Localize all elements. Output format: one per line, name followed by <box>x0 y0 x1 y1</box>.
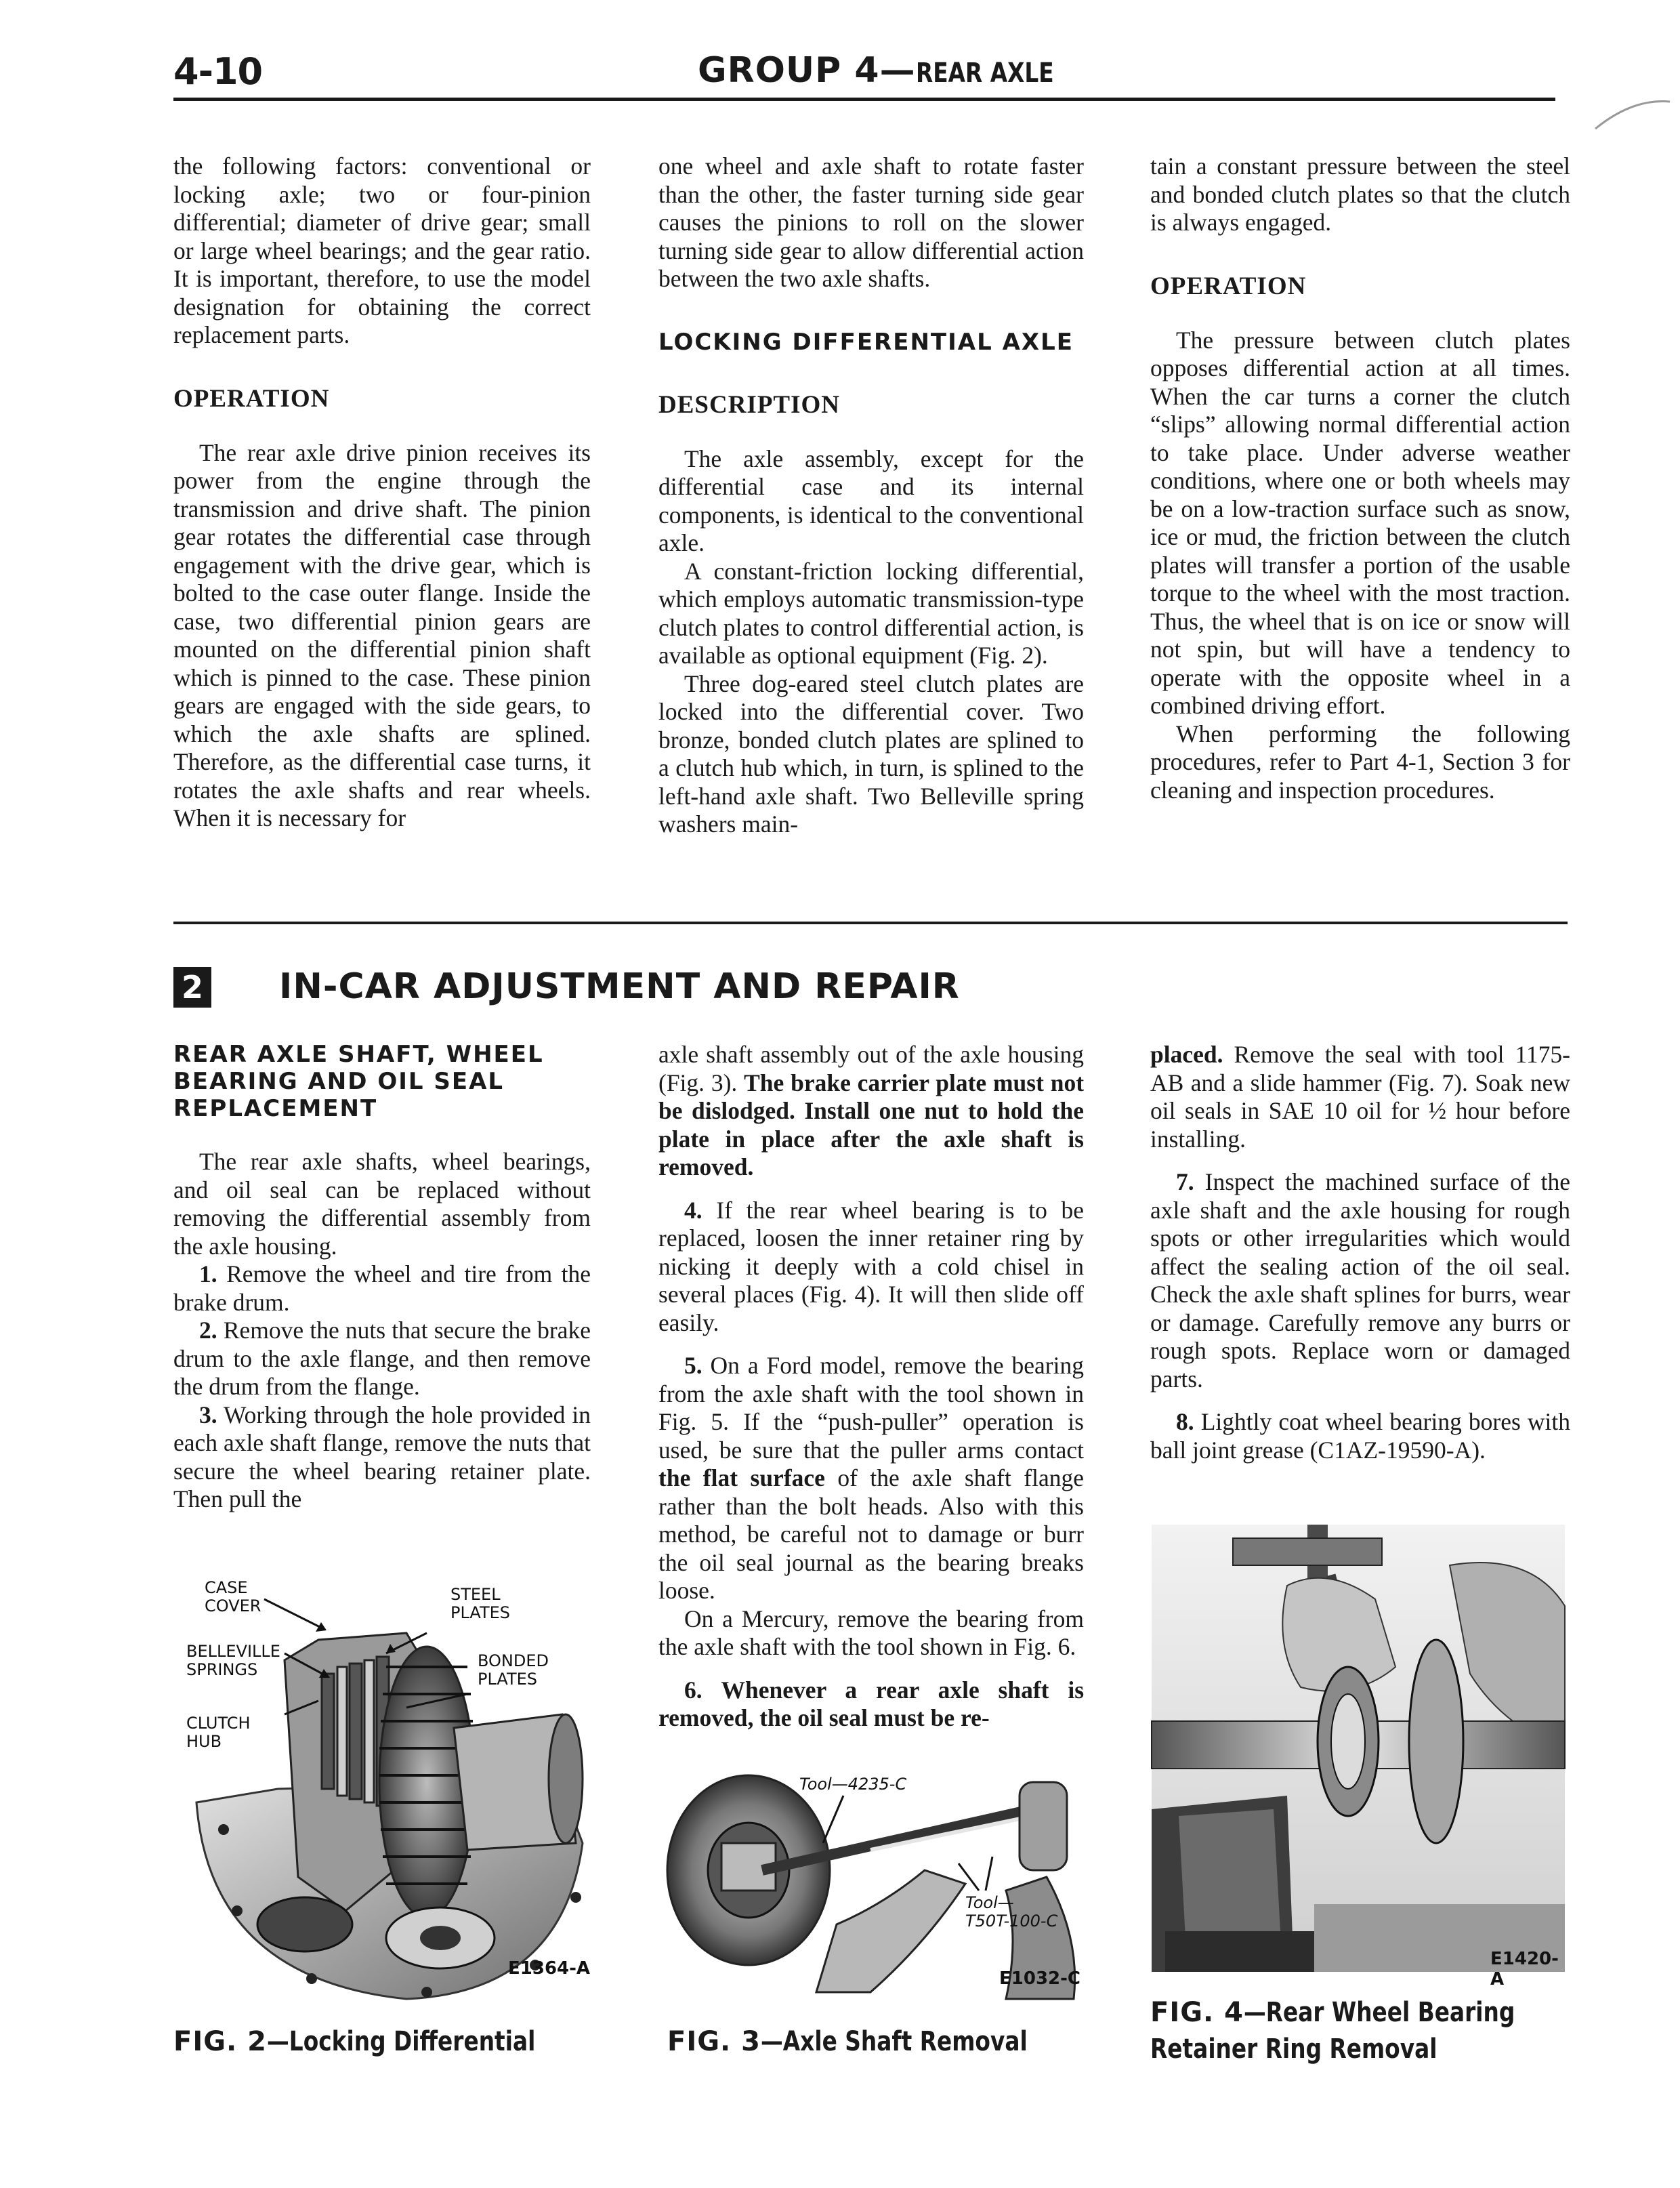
step-3 <box>173 1401 591 1514</box>
step-2 <box>173 1317 591 1401</box>
step-number: 3. <box>199 1401 217 1428</box>
heading-description: DESCRIPTION <box>658 390 840 419</box>
label-tool-4235-c: Tool—4235-C <box>799 1775 907 1794</box>
heading-axle-shaft-replacement: REAR AXLE SHAFT, WHEEL BEARING AND OIL SEAL REPLACEMENT <box>173 1041 544 1122</box>
label-case-cover: CASE COVER <box>205 1578 261 1615</box>
step-number: 4. <box>684 1196 702 1224</box>
figure-title: —Axle Shaft Removal <box>761 2026 1028 2057</box>
figure-code: E1364-A <box>508 1958 591 1979</box>
paragraph: The axle assembly, except for the differential case and its internal components, is identical to the conventional axle. <box>658 445 1084 556</box>
heading-operation: OPERATION <box>173 384 330 413</box>
paragraph: The rear axle shafts, wheel bearings, and oil seal can be replaced without removing the differential assembly from the axle housing. <box>173 1148 591 1260</box>
step-3-continued <box>658 1041 1084 1182</box>
step-text: Lightly coat wheel bearing bores with ball joint grease (C1AZ-19590-A). <box>1150 1408 1571 1464</box>
section-rule <box>173 922 1568 924</box>
bottom-column-1 <box>173 1041 591 1514</box>
label-bonded-plates: BONDED PLATES <box>478 1651 549 1689</box>
figure-3-axle-shaft-removal <box>667 1769 1087 2006</box>
page-number: 4-10 <box>173 50 263 93</box>
figure-code: E1032-C <box>999 1968 1080 1989</box>
step-number: 1. <box>199 1260 217 1287</box>
group-subtitle: REAR AXLE <box>915 58 1054 89</box>
step-1 <box>173 1260 591 1317</box>
group-label: GROUP 4 <box>698 50 880 91</box>
step-text: Working through the hole provided in each axle shaft flange, remove the nuts that secure the wheel bearing retainer plate. Then pull the <box>173 1401 591 1512</box>
figure-number: FIG. 3 <box>667 2026 761 2057</box>
paragraph: tain a constant pressure between the steel and bonded clutch plates so that the clutch is always engaged. <box>1150 152 1570 236</box>
step-text: Remove the nuts that secure the brake drum to the axle flange, and then remove the drum from the flange. <box>173 1317 591 1400</box>
step-5 <box>658 1352 1084 1605</box>
retainer-ring-photo <box>1152 1525 1565 1972</box>
step-text: Remove the wheel and tire from the brake drum. <box>173 1260 591 1316</box>
figure-title-line-2: Retainer Ring Removal <box>1150 2034 1437 2065</box>
paragraph: The rear axle drive pinion receives its power from the engine through the transmission and drive shaft. The pinion gear rotates the differential case through engagement with the drive gear, which is bolted to the case outer flange. Inside the case, two differential pinion gears are mounted on the differential pinion shaft which is pinned to the case. These pinion gears are engaged with the side gears, to which the axle shafts are splined. Therefore, as the differential case turns, it rotates the axle shafts and rear wheels. When it is necessary for <box>173 438 591 831</box>
step-6 <box>658 1676 1084 1733</box>
label-steel-plates: STEEL PLATES <box>450 1585 511 1622</box>
step-text: axle shaft assembly out of the axle housing (Fig. 3). <box>658 1041 1084 1096</box>
header-dash: — <box>879 50 916 91</box>
step-number: 6. <box>684 1676 702 1704</box>
paragraph: The pressure between clutch plates opposes differential action at all times. When the car turns a corner the clutch “slips” allowing normal differential action to take place. Under adverse weather conditions, where one or both wheels may be on a low-traction surface such as snow, ice or mud, the friction between the clutch plates will transfer a portion of the usable torque to the wheel with the most traction. Thus, the wheel that is on ice or snow will not spin, but will have a tendency to operate with the opposite wheel in a combined driving effort. <box>1150 326 1570 719</box>
figure-code: E1420-A <box>1490 1949 1559 1989</box>
paragraph: When performing the following procedures, refer to Part 4-1, Section 3 for cleaning and inspection procedures. <box>1150 720 1570 804</box>
header-rule <box>173 98 1555 101</box>
bottom-column-2 <box>658 1041 1084 1733</box>
paragraph: A constant-friction locking differential, which employs automatic transmission-type clutch plates to control differential action, is available as optional equipment (Fig. 2). <box>658 557 1084 669</box>
step-text: If the rear wheel bearing is to be replaced, loosen the inner retainer ring by nicking it deeply with a cold chisel in several places (Fig. 4). It will then slide off easily. <box>658 1196 1084 1336</box>
top-column-2 <box>658 152 1084 839</box>
emphasis: the flat surface <box>658 1464 825 1491</box>
warning-text: placed. <box>1150 1041 1223 1068</box>
figure-4-caption <box>1150 1994 1574 2067</box>
heading-operation: OPERATION <box>1150 272 1307 300</box>
step-number: 5. <box>684 1352 702 1379</box>
figure-title: —Locking Differential <box>267 2026 536 2057</box>
step-6-continued <box>1150 1041 1570 1153</box>
step-text: On a Ford model, remove the bearing from the axle shaft with the tool shown in Fig. 5. If the “push-puller” operation is used, be sure that the puller arms contact <box>658 1352 1084 1464</box>
bottom-column-3 <box>1150 1041 1570 1464</box>
paragraph: On a Mercury, remove the bearing from the axle shaft with the tool shown in Fig. 6. <box>658 1605 1084 1660</box>
step-number: 2. <box>199 1317 217 1344</box>
label-clutch-hub: CLUTCH HUB <box>186 1714 251 1751</box>
section-number-badge: 2 <box>173 967 211 1008</box>
top-column-3 <box>1150 152 1570 804</box>
step-text: Remove the seal with tool 1175-AB and a slide hammer (Fig. 7). Soak new oil seals in SAE 10 oil for ½ hour before installing. <box>1150 1041 1570 1153</box>
figure-number: FIG. 4 <box>1150 1997 1244 2028</box>
warning-text: Whenever a rear axle shaft is removed, the oil seal must be re- <box>658 1676 1085 1731</box>
figure-number: FIG. 2 <box>173 2026 267 2057</box>
figure-3-caption <box>667 2023 1086 2060</box>
figure-4-retainer-ring-removal <box>1152 1525 1565 1989</box>
paragraph: one wheel and axle shaft to rotate faster than the other, the faster turning side gear causes the pinions to roll on the slower turning side gear to allow differential action between the two axle shafts. <box>658 152 1084 292</box>
step-4 <box>658 1197 1084 1338</box>
figure-2-caption <box>173 2023 594 2060</box>
step-number: 8. <box>1176 1408 1194 1435</box>
warning-text: The brake carrier plate must not be dislodged. Install one nut to hold the plate in place after the axle shaft is removed. <box>658 1069 1085 1180</box>
step-text: of the axle shaft flange rather than the bolt heads. Also with this method, be careful not to damage or burr the oil seal journal as the bearing breaks loose. <box>658 1464 1084 1604</box>
label-tool-t50t-100-c: Tool— T50T-100-C <box>965 1893 1058 1931</box>
step-7 <box>1150 1168 1570 1393</box>
section-title: IN-CAR ADJUSTMENT AND REPAIR <box>279 966 960 1007</box>
paragraph: Three dog-eared steel clutch plates are locked into the differential cover. Two bronze, bonded clutch plates are splined to a clutch hub which, in turn, is splined to the left-hand axle shaft. Two Belleville spring washers main- <box>658 669 1084 838</box>
top-column-1 <box>173 152 591 833</box>
figure-title: —Rear Wheel Bearing <box>1244 1997 1515 2028</box>
page-corner-curl <box>1592 95 1673 136</box>
paragraph: the following factors: conventional or locking axle; two or four-pinion differential; diameter of drive gear; small or large wheel bearings; and the gear ratio. It is important, therefore, to use the model designation for obtaining the correct replacement parts. <box>173 152 591 348</box>
running-header <box>698 50 1084 91</box>
differential-illustration <box>183 1559 596 2006</box>
step-8 <box>1150 1408 1570 1464</box>
heading-locking-differential-axle: LOCKING DIFFERENTIAL AXLE <box>658 328 1074 356</box>
label-belleville-springs: BELLEVILLE SPRINGS <box>186 1642 280 1679</box>
step-text: Inspect the machined surface of the axle shaft and the axle housing for rough spots or other irregularities which would affect the sealing action of the oil seal. Check the axle shaft splines for burrs, wear or damage. Carefully remove any burrs or rough spots. Replace worn or damaged parts. <box>1150 1168 1570 1392</box>
figure-2-locking-differential <box>183 1559 596 2006</box>
step-number: 7. <box>1176 1168 1194 1195</box>
